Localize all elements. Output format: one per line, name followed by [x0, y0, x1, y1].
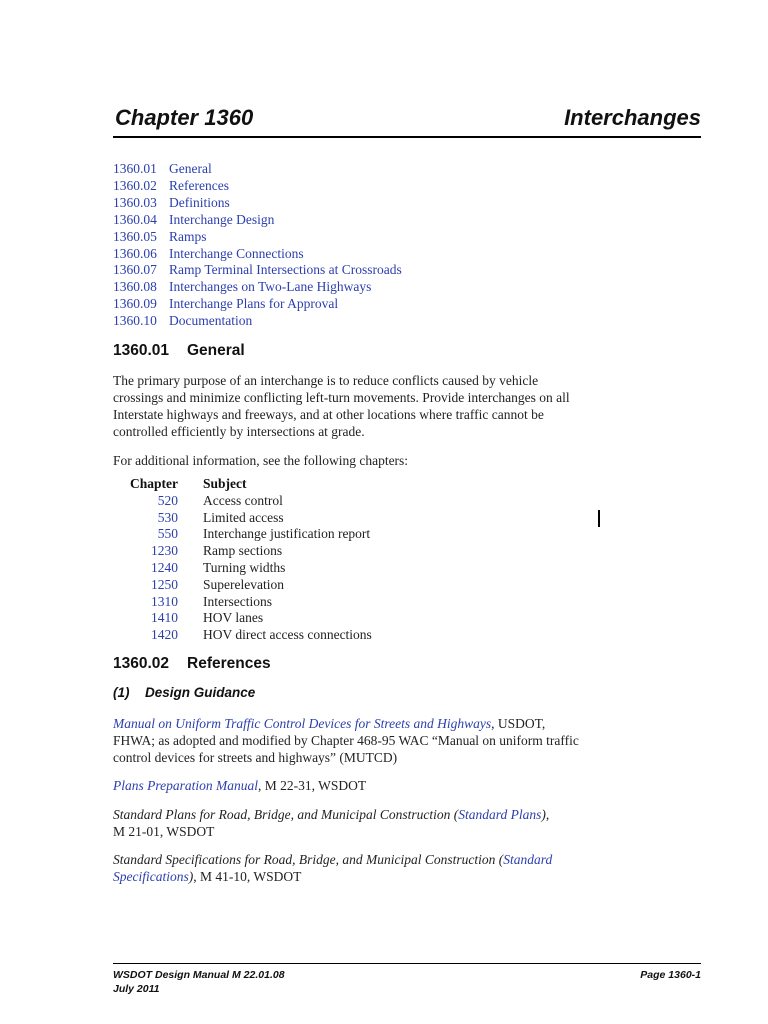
- subject-text: Limited access: [203, 509, 284, 525]
- section-title: General: [187, 342, 245, 359]
- chapter-header: [113, 104, 701, 138]
- page-footer: [113, 963, 701, 996]
- chapter-link[interactable]: 1240: [151, 559, 178, 575]
- column-header-chapter: Chapter: [130, 476, 178, 491]
- table-row: [113, 493, 372, 510]
- section-number: 1360.02: [113, 655, 170, 672]
- footer-page-number: Page 1360-1: [640, 969, 701, 981]
- chapter-link[interactable]: 520: [157, 492, 178, 508]
- toc-link-definitions[interactable]: 1360.03 Definitions: [113, 194, 230, 210]
- subject-text: Turning widths: [203, 559, 286, 575]
- subject-text: Interchange justification report: [203, 526, 371, 542]
- table-row: [113, 577, 372, 594]
- table-of-contents: [113, 161, 402, 330]
- reference-link-standard-specifications[interactable]: Standard Specifications: [113, 852, 553, 884]
- table-row: [113, 594, 372, 611]
- table-row: [113, 610, 372, 627]
- subsection-number: (1): [113, 685, 130, 700]
- column-header-subject: Subject: [203, 476, 247, 491]
- toc-link-documentation[interactable]: 1360.10 Documentation: [113, 313, 253, 329]
- chapter-number: Chapter 1360: [115, 105, 254, 130]
- subsection-title: Design Guidance: [145, 685, 256, 700]
- chapters-table: [113, 476, 372, 644]
- chapter-link[interactable]: 1310: [151, 593, 178, 609]
- toc-link-interchange-design[interactable]: 1360.04 Interchange Design: [113, 211, 275, 227]
- chapter-title: Interchanges: [564, 105, 701, 130]
- toc-link-ramps[interactable]: 1360.05 Ramps: [113, 228, 207, 244]
- toc-link-two-lane-highways[interactable]: 1360.08 Interchanges on Two-Lane Highways: [113, 279, 372, 295]
- section-title: References: [187, 655, 271, 672]
- chapter-link[interactable]: 1410: [151, 610, 178, 626]
- table-header-row: [113, 476, 372, 493]
- subject-text: Access control: [203, 492, 283, 508]
- toc-link-plans-for-approval[interactable]: 1360.09 Interchange Plans for Approval: [113, 296, 339, 312]
- additional-info-paragraph: For additional information, see the following chapters:: [113, 453, 409, 468]
- reference-mutcd: Manual on Uniform Traffic Control Devices for Streets and Highways, USDOT, FHWA; as adopted and modified by Chapter 468-95 WAC “Manual on uniform traffic control devices for streets and highways” (MUTCD): [113, 716, 579, 765]
- reference-link-plans-preparation-manual[interactable]: Plans Preparation Manual: [113, 778, 258, 793]
- subject-text: Ramp sections: [203, 543, 283, 559]
- toc-link-general[interactable]: 1360.01 General: [113, 161, 212, 176]
- reference-standard-specifications: Standard Specifications for Road, Bridge, and Municipal Construction (Standard Specifications), M 41-10, WSDOT: [113, 852, 553, 884]
- section-number: 1360.01: [113, 342, 170, 359]
- toc-link-ramp-terminal-intersections[interactable]: 1360.07 Ramp Terminal Intersections at Crossroads: [113, 262, 402, 278]
- chapter-link[interactable]: 1420: [151, 627, 178, 643]
- table-row: [113, 510, 372, 527]
- chapter-link[interactable]: 1230: [151, 543, 178, 559]
- footer-manual: WSDOT Design Manual M 22.01.08: [113, 969, 285, 981]
- subject-text: Superelevation: [203, 576, 284, 592]
- reference-link-mutcd[interactable]: Manual on Uniform Traffic Control Devices for Streets and Highways: [113, 716, 492, 731]
- general-paragraph: The primary purpose of an interchange is to reduce conflicts caused by vehicle crossings and minimize conflicting left-turn movements. Provide interchanges on all Interstate highways and freeways, and at other locations where traffic cannot be controlled efficiently by intersections at grade.: [113, 373, 570, 439]
- text-cursor: [598, 510, 600, 527]
- subject-text: HOV direct access connections: [203, 627, 372, 643]
- table-row: [113, 627, 372, 644]
- chapter-link[interactable]: 530: [157, 509, 178, 525]
- reference-standard-plans: Standard Plans for Road, Bridge, and Municipal Construction (Standard Plans), M 21-01, WSDOT: [113, 807, 550, 839]
- reference-plans-preparation: Plans Preparation Manual, M 22-31, WSDOT: [113, 778, 367, 793]
- table-row: [113, 526, 372, 543]
- footer-date: July 2011: [113, 983, 160, 995]
- subject-text: HOV lanes: [203, 610, 264, 626]
- reference-link-standard-plans[interactable]: Standard Plans: [458, 807, 542, 822]
- subsection-heading-design-guidance: [113, 685, 255, 700]
- section-heading-references: [113, 655, 271, 673]
- toc-link-interchange-connections[interactable]: 1360.06 Interchange Connections: [113, 245, 304, 261]
- chapter-link[interactable]: 1250: [151, 576, 178, 592]
- chapter-link[interactable]: 550: [157, 526, 178, 542]
- subject-text: Intersections: [203, 593, 272, 609]
- section-heading-general: [113, 342, 245, 360]
- toc-link-references[interactable]: 1360.02 References: [113, 177, 229, 193]
- table-row: [113, 560, 372, 577]
- table-row: [113, 543, 372, 560]
